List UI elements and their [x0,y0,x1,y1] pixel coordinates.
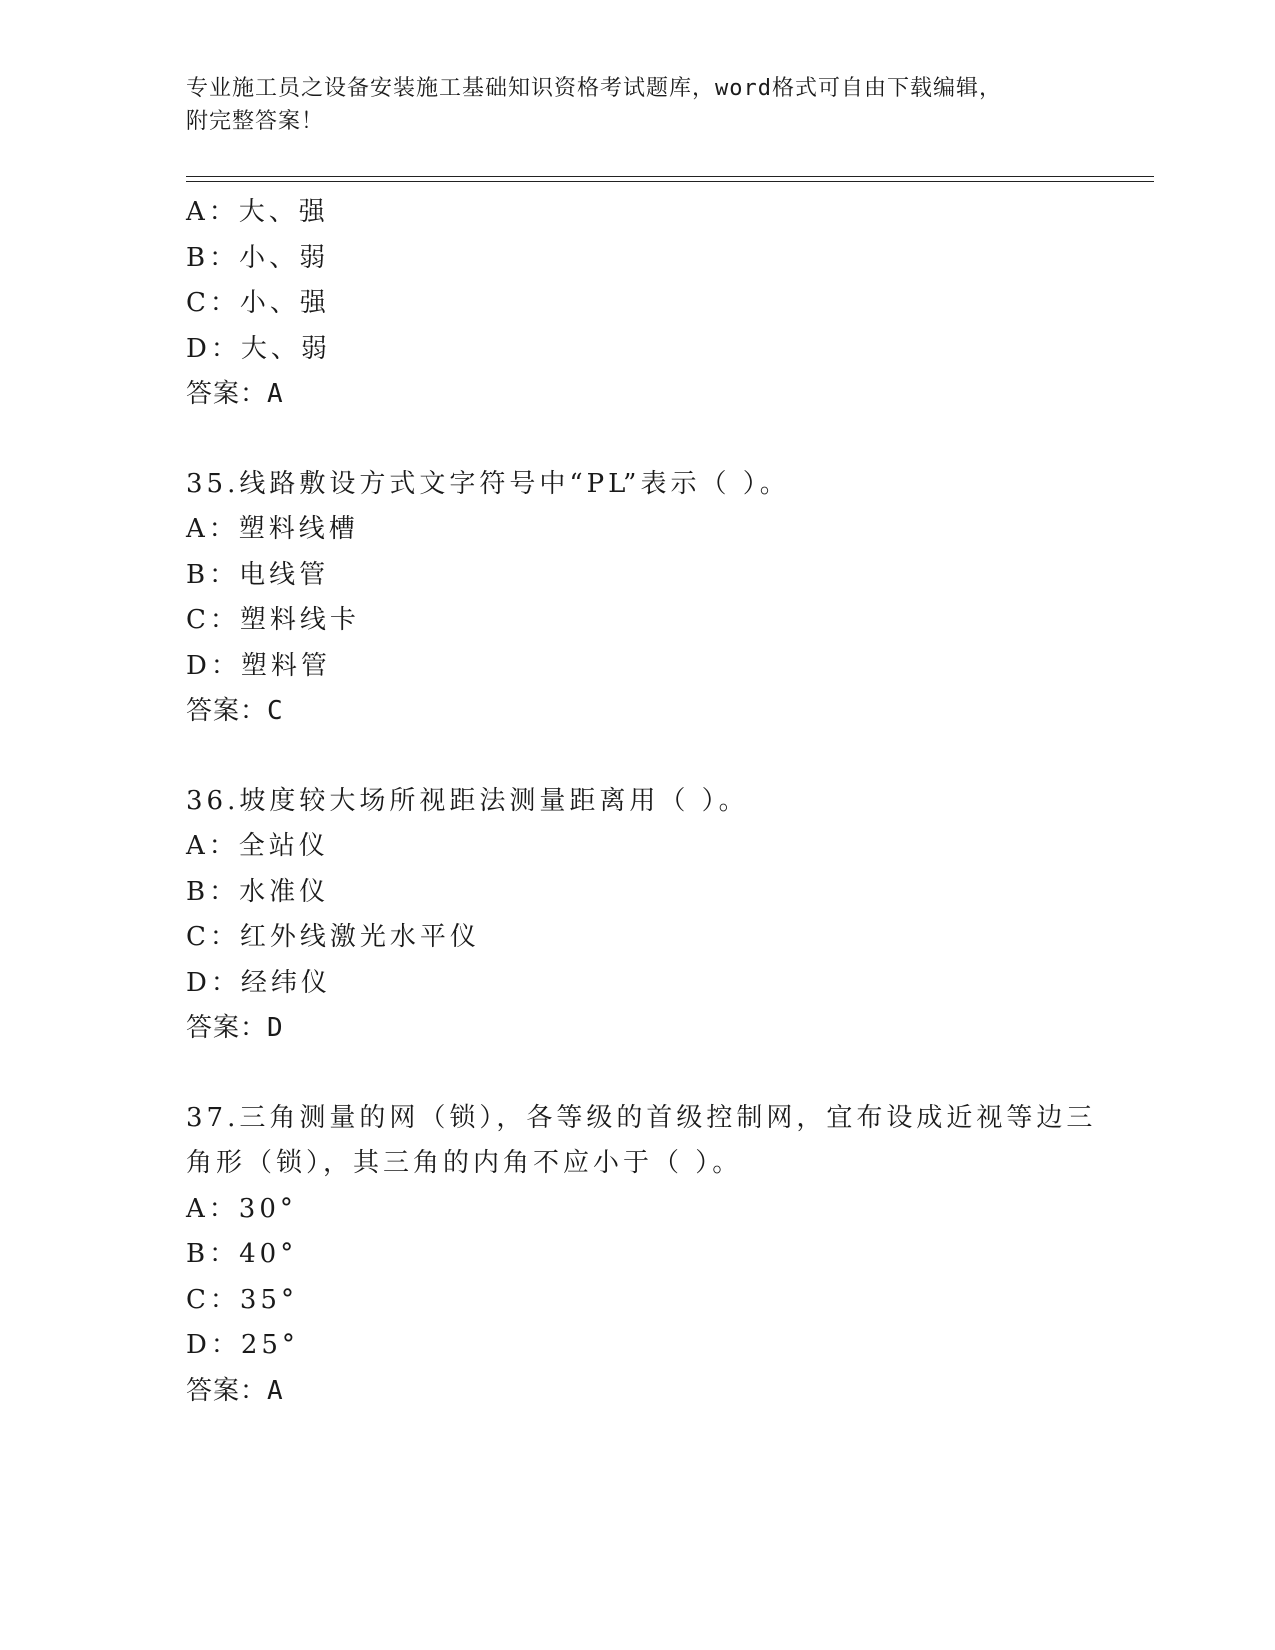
option-c: C：小、强 [186,288,330,318]
question-block-37 [186,1096,1097,1415]
question-text: 35.线路敷设方式文字符号中“PL”表示（ ）。 [186,468,790,499]
option-a: A：大、强 [186,197,329,227]
answer-line: 答案：A [186,1375,284,1406]
document-header [186,72,1086,138]
option-d: D：塑料管 [186,650,331,681]
header-divider-top [186,176,1154,177]
option-b: B：小、弱 [186,242,330,273]
option-a: A：全站仪 [186,831,329,861]
header-divider-bottom [186,181,1154,182]
answer-line: 答案：D [186,1013,284,1043]
question-text: 36.坡度较大场所视距法测量距离用（ ）。 [186,785,749,816]
question-text-line-2: 角形（锁），其三角的内角不应小于（ ）。 [186,1148,743,1178]
option-d: D：25° [186,1330,299,1360]
answer-line: 答案：A [186,379,284,409]
option-c: C：红外线激光水平仪 [186,922,480,952]
question-list [186,190,1097,1414]
option-d: D：大、弱 [186,333,331,364]
question-block-36 [186,779,1086,1052]
option-b: B：40° [186,1239,298,1269]
question-text-line-1: 37.三角测量的网（锁），各等级的首级控制网，宜布设成近视等边三 [186,1102,1097,1133]
header-line-1: 专业施工员之设备安装施工基础知识资格考试题库，word格式可自由下载编辑， [186,76,1002,101]
option-b: B：电线管 [186,559,330,590]
question-block-34 [186,190,1086,418]
option-c: C：35° [186,1284,298,1315]
header-line-2: 附完整答案！ [186,109,325,134]
option-c: C：塑料线卡 [186,605,360,635]
answer-line: 答案：C [186,696,284,726]
option-a: A：30° [186,1193,297,1224]
option-a: A：塑料线槽 [186,514,359,544]
option-b: B：水准仪 [186,876,330,907]
question-block-35 [186,462,1086,735]
option-d: D：经纬仪 [186,967,331,998]
